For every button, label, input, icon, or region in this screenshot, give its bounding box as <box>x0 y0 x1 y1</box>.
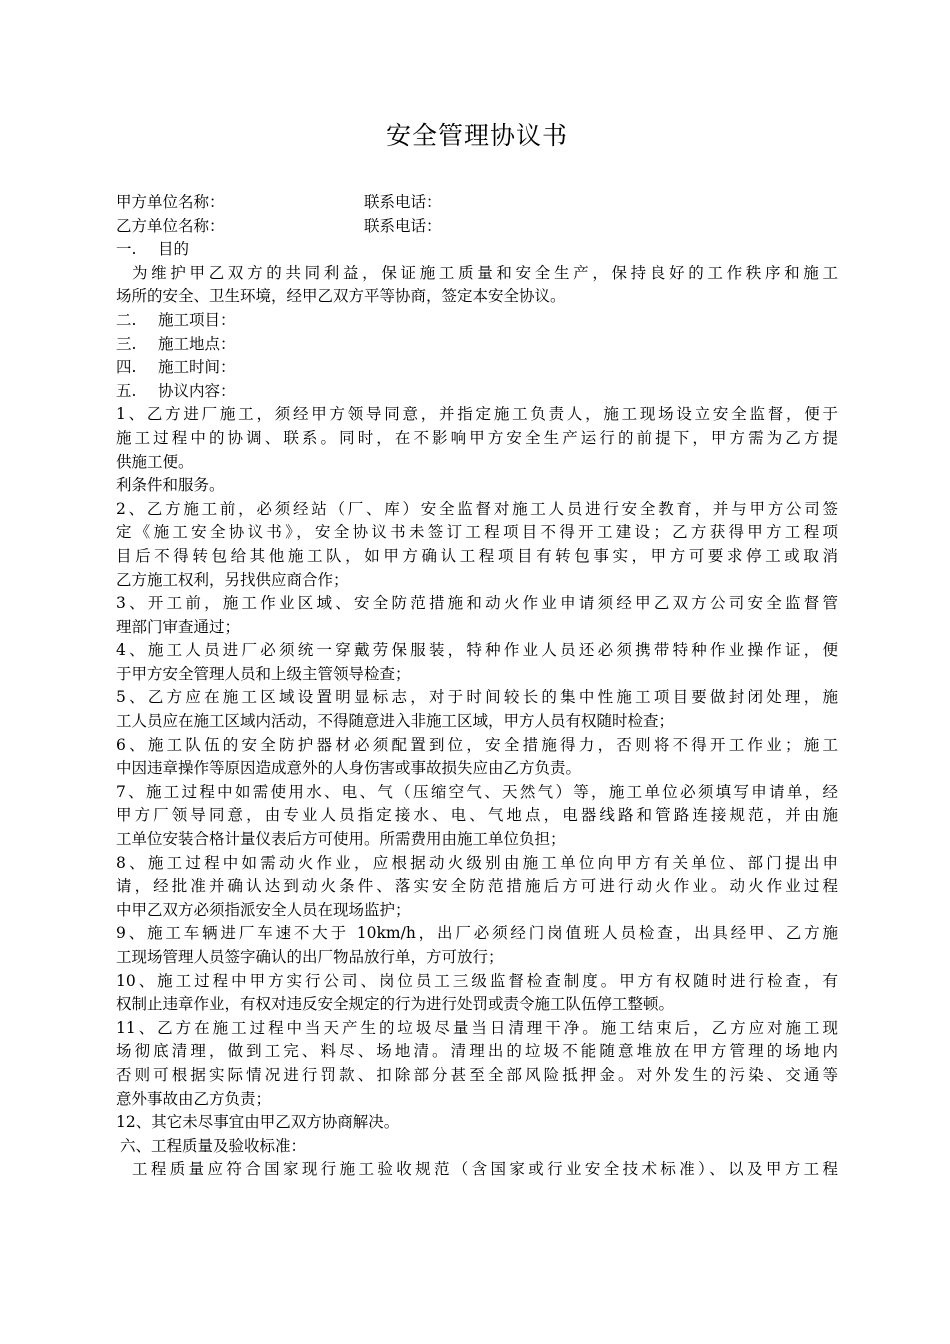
section-3-number: 三. <box>116 334 137 353</box>
section-5-number: 五. <box>116 381 137 400</box>
clause-line: 于甲方安全管理人员和上级主管领导检查； <box>116 664 411 683</box>
clause-line: 工人员应在施工区域内活动，不得随意进入非施工区域，甲方人员有权随时检查； <box>116 712 675 731</box>
clause-line: 4、施工人员进厂必须统一穿戴劳保服装，特种作业人员还必须携带特种作业操作证，便 <box>116 641 838 660</box>
document-title: 安全管理协议书 <box>385 121 568 150</box>
party-b-phone-label: 联系电话： <box>364 216 442 235</box>
clause-line: 理部门审查通过； <box>116 617 241 636</box>
clause-line: 请，经批准并确认达到动火条件、落实安全防范措施后方可进行动火作业。动火作业过程 <box>116 877 838 896</box>
section-1-number: 一. <box>116 240 137 259</box>
clause-line: 9、施工车辆进厂车速不大于 10km/h，出厂必须经门岗值班人员检查，出具经甲、乙方施 <box>116 924 838 943</box>
document-page <box>116 116 838 1182</box>
clause-line: 2、乙方施工前，必须经站（厂、库）安全监督对施工人员进行安全教育，并与甲方公司签 <box>116 499 838 518</box>
clause-line: 施工过程中的协调、联系。同时，在不影响甲方安全生产运行的前提下，甲方需为乙方提 <box>116 428 838 447</box>
purpose-line-2: 场所的安全、卫生环境，经甲乙双方平等协商，签定本安全协议。 <box>116 287 566 306</box>
party-b-row <box>116 215 838 239</box>
clause-line: 甲方厂领导同意，由专业人员指定接水、电、气地点，电器线路和管路连接规范，并由施 <box>116 806 838 825</box>
clause-line: 意外事故由乙方负责； <box>116 1089 272 1108</box>
section-2-heading <box>116 309 838 333</box>
clause-line: 8、施工过程中如需动火作业，应根据动火级别由施工单位向甲方有关单位、部门提出申 <box>116 853 838 872</box>
clause-line: 利条件和服务。 <box>116 476 225 495</box>
clause-line: 11、乙方在施工过程中当天产生的垃圾尽量当日清理干净。施工结束后，乙方应对施工现 <box>116 1018 838 1037</box>
section-3-label: 施工地点： <box>158 334 236 353</box>
clause-line: 5、乙方应在施工区域设置明显标志，对于时间较长的集中性施工项目要做封闭处理，施 <box>116 688 838 707</box>
clause-line: 否则可根据实际情况进行罚款、扣除部分甚至全部风险抵押金。对外发生的污染、交通等 <box>116 1065 838 1084</box>
agreement-clauses <box>116 403 838 1134</box>
clause-line: 中甲乙双方必须指派安全人员在现场监护； <box>116 900 411 919</box>
section-3-heading <box>116 333 838 357</box>
party-b-name-label: 乙方单位名称： <box>116 216 225 235</box>
clause-line: 1、乙方进厂施工，须经甲方领导同意，并指定施工负责人，施工现场设立安全监督，便于 <box>116 405 838 424</box>
section-5-label: 协议内容： <box>158 381 236 400</box>
clause-line: 定《施工安全协议书》，安全协议书未签订工程项目不得开工建设；乙方获得甲方工程项 <box>116 523 838 542</box>
clause-line: 供施工便。 <box>116 452 194 471</box>
clause-line: 6、施工队伍的安全防护器材必须配置到位，安全措施得力，否则将不得开工作业；施工 <box>116 735 838 754</box>
section-4-number: 四. <box>116 358 137 377</box>
section-4-heading <box>116 356 838 380</box>
clause-line: 7、施工过程中如需使用水、电、气（压缩空气、天然气）等，施工单位必须填写申请单，经 <box>116 782 838 801</box>
clause-line: 12、其它未尽事宜由甲乙双方协商解决。 <box>116 1113 400 1132</box>
section-2-number: 二. <box>116 310 137 329</box>
party-a-name-label: 甲方单位名称： <box>116 193 225 211</box>
section-2-label: 施工项目： <box>158 310 236 329</box>
clause-line: 目后不得转包给其他施工队，如甲方确认工程项目有转包事实，甲方可要求停工或取消 <box>116 546 838 565</box>
clause-line: 工单位安装合格计量仪表后方可使用。所需费用由施工单位负担； <box>116 830 566 849</box>
purpose-line-1: 为维护甲乙双方的共同利益，保证施工质量和安全生产，保持良好的工作秩序和施工 <box>132 263 838 282</box>
clause-line: 10、施工过程中甲方实行公司、岗位员工三级监督检查制度。甲方有权随时进行检查，有 <box>116 971 838 990</box>
section-6-line-1: 工程质量应符合国家现行施工验收规范（含国家或行业安全技术标准）、以及甲方工程 <box>132 1160 838 1179</box>
section-1-label: 目的 <box>158 240 190 259</box>
clause-line: 3、开工前，施工作业区域、安全防范措施和动火作业申请须经甲乙双方公司安全监督管 <box>116 594 838 613</box>
party-a-phone-label: 联系电话： <box>364 193 442 211</box>
section-4-label: 施工时间： <box>158 358 236 377</box>
party-a-row <box>116 191 838 215</box>
clause-line: 场彻底清理，做到工完、料尽、场地清。清理出的垃圾不能随意堆放在甲方管理的场地内 <box>116 1042 838 1061</box>
section-5-heading <box>116 380 838 404</box>
section-6-heading: 六、工程质量及验收标准： <box>120 1136 307 1155</box>
clause-line: 乙方施工权利，另找供应商合作； <box>116 570 349 589</box>
section-1-heading <box>116 238 838 262</box>
clause-line: 权制止违章作业，有权对违反安全规定的行为进行处罚或责令施工队伍停工整顿。 <box>116 995 675 1014</box>
clause-line: 中因违章操作等原因造成意外的人身伤害或事故损失应由乙方负责。 <box>116 759 582 778</box>
clause-line: 工现场管理人员签字确认的出厂物品放行单，方可放行； <box>116 948 504 966</box>
